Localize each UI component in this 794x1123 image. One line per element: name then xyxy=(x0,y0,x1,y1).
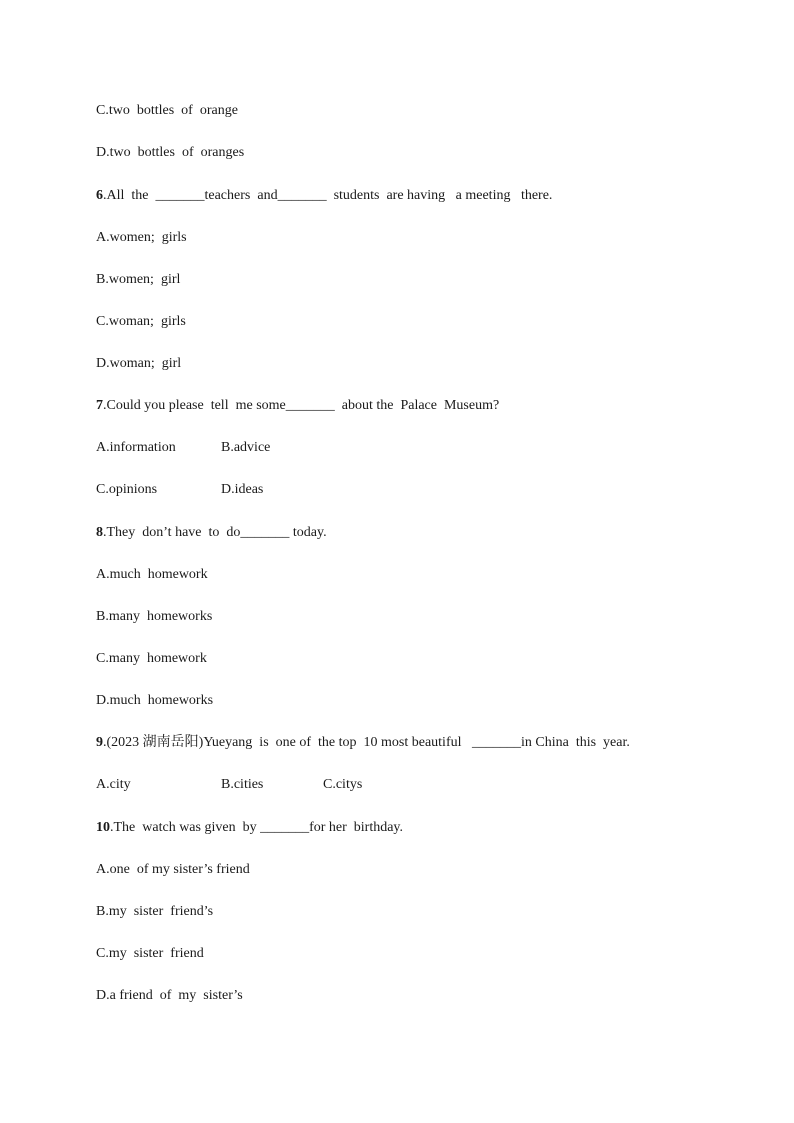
q10-stem: .The watch was given by _______for her birthday. xyxy=(110,820,404,835)
q8-option-d: D.much homeworks xyxy=(96,693,214,708)
q10-question xyxy=(96,819,403,837)
q8-question xyxy=(96,524,327,542)
q10-option-d: D.a friend of my sister’s xyxy=(96,988,243,1003)
q7-option-a: A.information xyxy=(96,440,176,455)
q9-option-a: A.city xyxy=(96,777,131,792)
q9-number: 9 xyxy=(96,735,103,750)
q10-number: 10 xyxy=(96,820,110,835)
q8-number: 8 xyxy=(96,525,103,540)
q6-option-c: C.woman; girls xyxy=(96,314,186,329)
q10-option-a: A.one of my sister’s friend xyxy=(96,862,250,877)
q7-option-d: D.ideas xyxy=(221,482,264,497)
q10-option-c: C.my sister friend xyxy=(96,946,204,961)
q8-option-c: C.many homework xyxy=(96,651,207,666)
q9-option-b: B.cities xyxy=(221,777,264,792)
q5-option-d: D.two bottles of oranges xyxy=(96,145,245,160)
q6-question xyxy=(96,187,552,205)
q6-number: 6 xyxy=(96,188,103,203)
q7-option-c: C.opinions xyxy=(96,482,158,497)
q9-stem: .(2023 湖南岳阳)Yueyang is one of the top 10 most beautiful _______in China this year. xyxy=(103,735,630,750)
q10-option-b: B.my sister friend’s xyxy=(96,904,214,919)
q7-stem: .Could you please tell me some_______ about the Palace Museum? xyxy=(103,398,500,413)
q9-option-c: C.citys xyxy=(323,777,363,792)
q7-option-b: B.advice xyxy=(221,440,271,455)
q6-stem: .All the _______teachers and_______ students are having a meeting there. xyxy=(103,188,553,203)
q5-option-c: C.two bottles of orange xyxy=(96,103,238,118)
q6-option-a: A.women; girls xyxy=(96,230,187,245)
q8-option-a: A.much homework xyxy=(96,567,208,582)
q8-option-b: B.many homeworks xyxy=(96,609,213,624)
q6-option-d: D.woman; girl xyxy=(96,356,182,371)
q8-stem: .They don’t have to do_______ today. xyxy=(103,525,327,540)
q9-question xyxy=(96,734,630,752)
q6-option-b: B.women; girl xyxy=(96,272,181,287)
q7-number: 7 xyxy=(96,398,103,413)
q7-question xyxy=(96,397,499,415)
